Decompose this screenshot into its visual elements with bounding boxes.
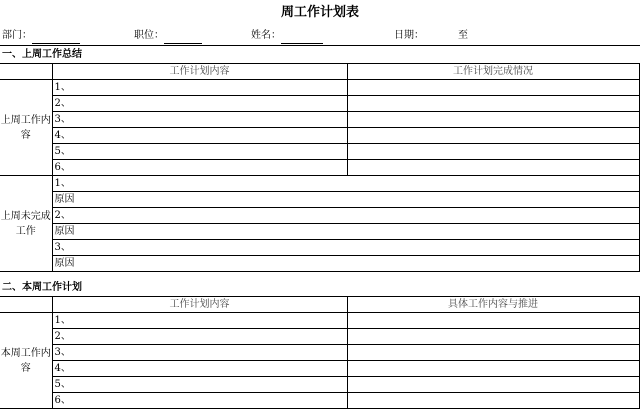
last-week-summary-table — [0, 63, 640, 272]
table-cell[interactable] — [347, 361, 639, 377]
table-row[interactable]: 原因 — [52, 256, 639, 272]
table-row[interactable]: 6、 — [52, 393, 347, 409]
date-field — [394, 28, 468, 44]
group-last-week-content: 上周工作内容 — [0, 80, 52, 176]
table-cell[interactable] — [347, 112, 639, 128]
table-cell[interactable] — [347, 128, 639, 144]
col-detail-header: 具体工作内容与推进 — [347, 297, 639, 313]
table-cell[interactable] — [347, 80, 639, 96]
table-cell[interactable] — [347, 144, 639, 160]
table-row[interactable]: 6、 — [52, 160, 347, 176]
date-to-label: 至 — [458, 30, 468, 41]
table-cell[interactable] — [347, 313, 639, 329]
table-row[interactable]: 4、 — [52, 361, 347, 377]
department-label: 部门： — [2, 30, 32, 41]
table-row[interactable]: 4、 — [52, 128, 347, 144]
position-label: 职位： — [134, 30, 164, 41]
group-last-week-unfinished: 上周未完成工作 — [0, 176, 52, 272]
group-this-week-content: 本周工作内容 — [0, 313, 52, 409]
table-row[interactable]: 2、 — [52, 329, 347, 345]
col-content-header: 工作计划内容 — [52, 297, 347, 313]
department-input[interactable] — [32, 31, 80, 44]
section2-heading: 二、本周工作计划 — [2, 282, 82, 293]
date-label: 日期： — [394, 30, 424, 41]
table-row[interactable]: 5、 — [52, 144, 347, 160]
table-cell[interactable] — [347, 96, 639, 112]
position-input[interactable] — [164, 31, 202, 44]
table-cell[interactable] — [347, 393, 639, 409]
table-row[interactable]: 1、 — [52, 176, 639, 192]
table-row[interactable]: 原因 — [52, 224, 639, 240]
section1-heading: 一、上周工作总结 — [2, 49, 82, 60]
this-week-plan-table — [0, 296, 640, 409]
name-label: 姓名： — [251, 30, 281, 41]
table-row[interactable]: 2、 — [52, 96, 347, 112]
table-row[interactable]: 2、 — [52, 208, 639, 224]
col-content-header: 工作计划内容 — [52, 64, 347, 80]
name-input[interactable] — [281, 31, 323, 44]
position-field — [134, 28, 202, 44]
table-row[interactable]: 原因 — [52, 192, 639, 208]
table-row[interactable]: 3、 — [52, 240, 639, 256]
table-cell[interactable] — [347, 345, 639, 361]
table-row[interactable]: 1、 — [52, 80, 347, 96]
table-row[interactable]: 1、 — [52, 313, 347, 329]
table-row[interactable]: 5、 — [52, 377, 347, 393]
table-cell[interactable] — [347, 377, 639, 393]
col-status-header: 工作计划完成情况 — [347, 64, 639, 80]
page-title: 周工作计划表 — [280, 5, 359, 20]
table-row[interactable]: 3、 — [52, 112, 347, 128]
department-field — [2, 28, 80, 44]
name-field — [251, 28, 323, 44]
header-divider — [0, 45, 640, 46]
table-cell[interactable] — [347, 160, 639, 176]
table-row[interactable]: 3、 — [52, 345, 347, 361]
table-cell[interactable] — [347, 329, 639, 345]
